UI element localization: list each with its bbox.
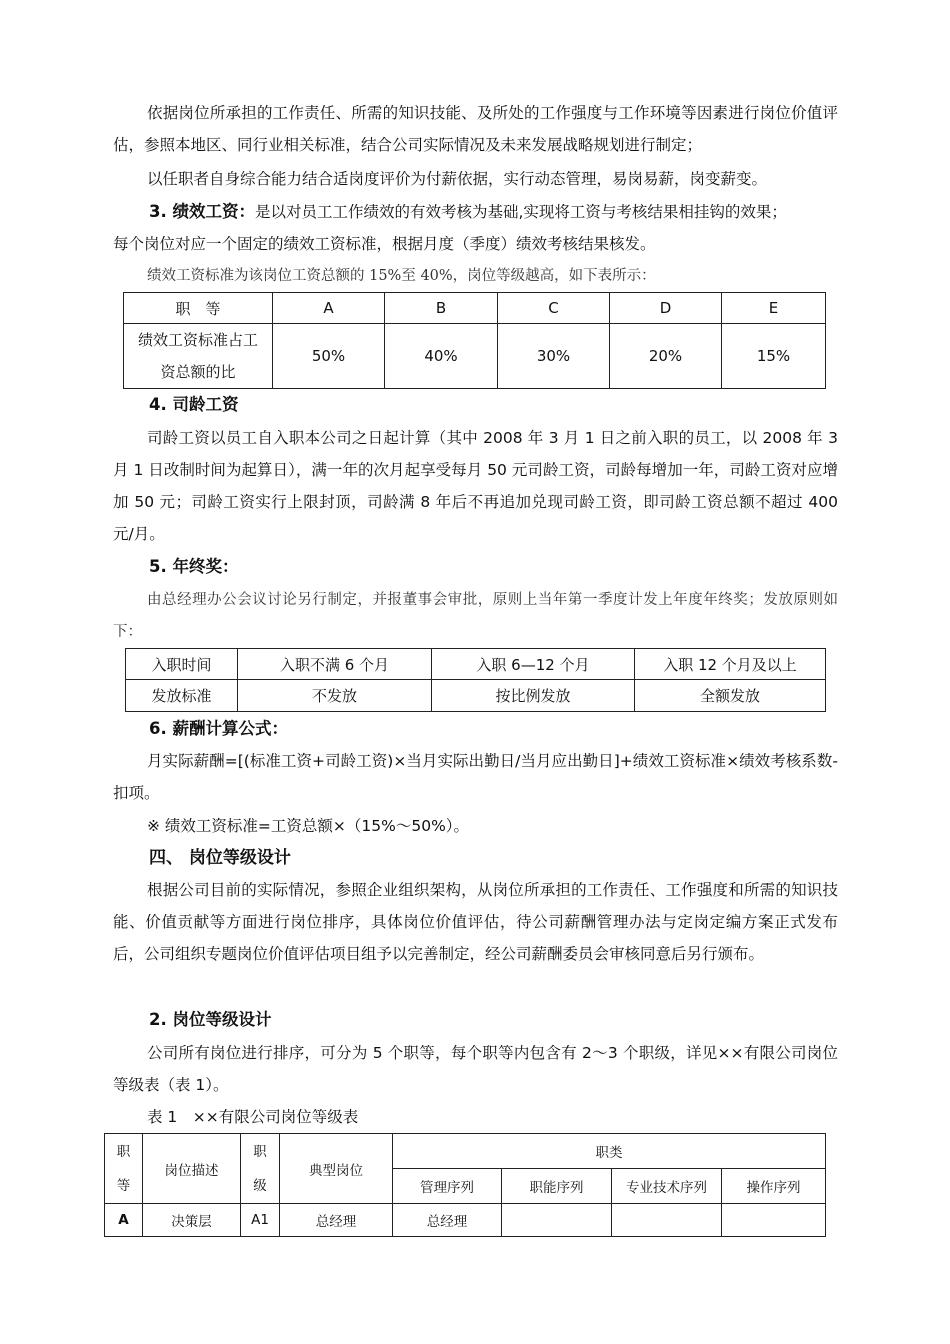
section-5-heading: 5. 年终奖： xyxy=(149,557,239,576)
header-category: 职类 xyxy=(393,1134,826,1169)
category-header-cell: 操作序列 xyxy=(722,1169,826,1204)
table-row xyxy=(124,293,826,324)
section-3-heading: 3. 绩效工资： xyxy=(149,202,255,221)
table-header-cell: 绩效工资标准占工资总额的比 xyxy=(124,324,273,389)
intro-paragraph-1: 依据岗位所承担的工作责任、所需的知识技能、及所处的工作强度与工作环境等因素进行岗位价值评估，参照本地区、同行业相关标准，结合公司实际情况及未来发展战略规划进行制定； xyxy=(113,104,838,154)
grade-cell: D xyxy=(610,293,722,324)
section-5-text: 由总经理办公会议讨论另行制定，并报董事会审批，原则上当年第一季度计发上年度年终奖；发放原则如下： xyxy=(113,592,838,640)
section-4-text: 司龄工资以员工自入职本公司之日起计算（其中 2008 年 3 月 1 日之前入职的员工，以 2008 年 3 月 1 日改制时间为起算日），满一年的次月起享受每月 50 元司龄工资，司龄每增加一年，司龄工资对应增加 50 元；司龄工资实行上限封顶，司龄满 8 年后不再追加兑现司龄工资，即司龄工资总额不超过 400 元/月。 xyxy=(113,429,838,543)
table-cell: 入职 12 个月及以上 xyxy=(635,649,826,680)
table-cell xyxy=(502,1204,612,1237)
table-row xyxy=(124,324,826,389)
table-row xyxy=(105,1134,826,1169)
section-3-note: 绩效工资标准为该岗位工资总额的 15%至 40%，岗位等级越高，如下表所示： xyxy=(147,268,656,284)
header-level xyxy=(241,1134,280,1204)
section-3-text: 是以对员工工作绩效的有效考核为基础,实现将工资与考核结果相挂钩的效果； xyxy=(255,203,787,221)
section-2-heading: 2. 岗位等级设计 xyxy=(149,1010,272,1029)
table-cell: 决策层 xyxy=(143,1204,241,1237)
section-iv-heading: 四、 岗位等级设计 xyxy=(149,848,291,868)
performance-pay-table xyxy=(123,292,826,389)
table-cell xyxy=(612,1204,722,1237)
table-cell: A xyxy=(105,1204,143,1237)
value-cell: 20% xyxy=(610,324,722,389)
table-header-cell: 发放标准 xyxy=(126,680,238,712)
table-cell: 总经理 xyxy=(280,1204,393,1237)
section-6-heading: 6. 薪酬计算公式： xyxy=(149,719,288,738)
value-cell: 40% xyxy=(385,324,498,389)
section-3-paragraph xyxy=(113,196,838,228)
table-header-cell: 入职时间 xyxy=(126,649,238,680)
position-grade-table xyxy=(104,1133,826,1237)
value-cell: 30% xyxy=(498,324,610,389)
table-header-cell: 职 等 xyxy=(124,293,273,324)
grade-cell: B xyxy=(385,293,498,324)
grade-cell: C xyxy=(498,293,610,324)
section-6-formula: 月实际薪酬=[(标准工资+司龄工资)×当月实际出勤日/当月应出勤日]+绩效工资标准×绩效考核系数-扣项。 xyxy=(113,752,838,802)
table-caption: 表 1 ××有限公司岗位等级表 xyxy=(147,1108,359,1126)
table-row xyxy=(105,1204,826,1237)
table-row xyxy=(126,680,826,712)
grade-cell: A xyxy=(273,293,385,324)
section-4-heading: 4. 司龄工资 xyxy=(149,395,239,414)
header-grade xyxy=(105,1134,143,1204)
table-cell xyxy=(722,1204,826,1237)
header-level-1: 职 xyxy=(253,1143,267,1160)
header-grade-1: 职 xyxy=(116,1143,131,1160)
header-description: 岗位描述 xyxy=(143,1134,241,1204)
table-cell: 入职不满 6 个月 xyxy=(238,649,432,680)
category-header-cell: 专业技术序列 xyxy=(612,1169,722,1204)
value-cell: 15% xyxy=(722,324,826,389)
table-cell: 全额发放 xyxy=(635,680,826,712)
section-6-note: ※ 绩效工资标准=工资总额×（15%～50%）。 xyxy=(147,817,470,835)
header-grade-2: 等 xyxy=(116,1177,131,1194)
table-cell: 入职 6—12 个月 xyxy=(432,649,635,680)
grade-cell: E xyxy=(722,293,826,324)
section-iv-text: 根据公司目前的实际情况，参照企业组织架构，从岗位所承担的工作责任、工作强度和所需的知识技能、价值贡献等方面进行岗位排序，具体岗位价值评估，待公司薪酬管理办法与定岗定编方案正式发布后，公司组织专题岗位价值评估项目组予以完善制定，经公司薪酬委员会审核同意后另行颁布。 xyxy=(113,881,838,963)
table-row xyxy=(126,649,826,680)
value-cell: 50% xyxy=(273,324,385,389)
header-level-2: 级 xyxy=(253,1177,267,1194)
table-cell: 不发放 xyxy=(238,680,432,712)
section-2-text: 公司所有岗位进行排序，可分为 5 个职等，每个职等内包含有 2～3 个职级，详见××有限公司岗位等级表（表 1）。 xyxy=(113,1044,838,1094)
intro-paragraph-2: 以任职者自身综合能力结合适岗度评价为付薪依据，实行动态管理，易岗易薪，岗变薪变。 xyxy=(147,170,768,188)
category-header-cell: 职能序列 xyxy=(502,1169,612,1204)
header-typical-position: 典型岗位 xyxy=(280,1134,393,1204)
category-header-cell: 管理序列 xyxy=(393,1169,502,1204)
year-end-bonus-table xyxy=(125,648,826,712)
table-cell: A1 xyxy=(241,1204,280,1237)
table-cell: 按比例发放 xyxy=(432,680,635,712)
table-cell: 总经理 xyxy=(393,1204,502,1237)
section-3-text-line2: 每个岗位对应一个固定的绩效工资标准，根据月度（季度）绩效考核结果核发。 xyxy=(113,235,656,253)
